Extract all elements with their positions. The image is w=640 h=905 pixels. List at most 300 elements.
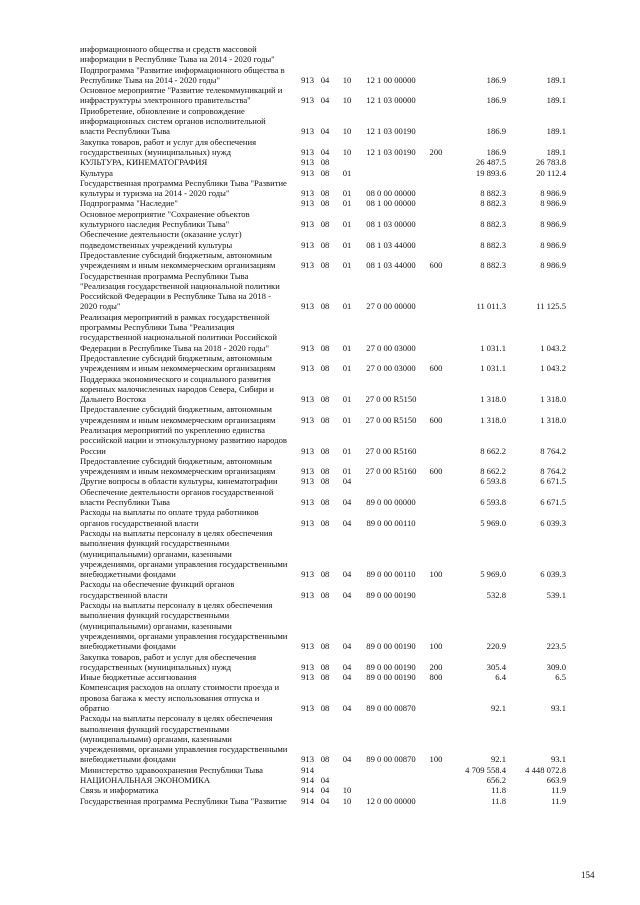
section-code: 08 xyxy=(320,239,330,250)
amount-year-1: 1 318.0 xyxy=(480,414,506,425)
target-article-code xyxy=(358,476,424,486)
expense-type-code xyxy=(424,168,448,178)
department-code: 913 xyxy=(301,476,314,487)
item-name: Предоставление субсидий бюджетным, автономным учреждениям и иным некоммерческим организациям xyxy=(80,404,276,425)
amount-year-2: 663.9 xyxy=(546,775,566,786)
subsection-code: 10 xyxy=(342,146,352,157)
item-name: Подпрограмма "Развитие информационного общества в Республике Тыва на 2014 - 2020 годы" xyxy=(80,64,285,85)
expense-type-code xyxy=(424,775,448,785)
department-code: 913 xyxy=(301,394,314,405)
table-row xyxy=(80,425,566,456)
section-code: 08 xyxy=(320,363,330,374)
expense-type-code xyxy=(424,178,448,199)
section-code xyxy=(314,765,336,775)
subsection-code: 04 xyxy=(342,703,352,713)
table-row xyxy=(80,65,566,86)
table-row xyxy=(80,579,566,600)
target-article-code: 08 1 03 44000 xyxy=(366,260,416,271)
target-article-code xyxy=(358,775,424,785)
amount-year-1: 8 662.2 xyxy=(480,445,506,456)
table-row xyxy=(80,682,566,713)
table-row xyxy=(80,157,566,167)
table-row xyxy=(80,44,566,65)
subsection-code: 04 xyxy=(342,497,352,508)
amount-year-2: 93.1 xyxy=(550,754,566,765)
target-article-code: 89 0 00 00190 xyxy=(366,641,416,652)
subsection-code: 10 xyxy=(342,785,352,796)
department-code: 913 xyxy=(301,661,314,672)
amount-year-1: 6 593.8 xyxy=(480,476,506,487)
section-code: 08 xyxy=(320,476,330,487)
amount-year-2: 1 318.0 xyxy=(540,394,566,405)
table-row xyxy=(80,785,566,795)
subsection-code: 01 xyxy=(342,342,352,353)
department-code: 913 xyxy=(301,157,314,168)
target-article-code: 08 1 00 00000 xyxy=(366,198,416,209)
target-article-code: 27 0 00 R5150 xyxy=(365,394,417,405)
target-article-code: 89 0 00 00870 xyxy=(366,703,416,713)
subsection-code: 01 xyxy=(342,219,352,230)
amount-year-2: 1 043.2 xyxy=(540,342,566,353)
target-article-code: 27 0 00 00000 xyxy=(366,301,416,312)
subsection-code xyxy=(336,765,358,775)
expense-type-code xyxy=(424,374,448,405)
expense-type-code: 100 xyxy=(429,754,443,765)
amount-year-2: 6 039.3 xyxy=(540,569,566,580)
target-article-code: 27 0 00 03000 xyxy=(366,363,416,374)
target-article-code: 12 1 03 00000 xyxy=(366,95,416,106)
section-code: 08 xyxy=(320,754,330,765)
amount-year-1: 6.4 xyxy=(495,672,506,683)
department-code: 913 xyxy=(301,497,314,508)
table-row xyxy=(80,476,566,486)
section-code xyxy=(314,44,336,65)
expense-type-code: 100 xyxy=(429,641,443,652)
amount-year-2: 11.9 xyxy=(551,785,566,796)
section-code: 08 xyxy=(320,703,330,713)
subsection-code: 04 xyxy=(342,589,352,600)
amount-year-1: 186.9 xyxy=(486,95,506,106)
amount-year-2: 4 448 072.8 xyxy=(525,764,566,775)
department-code: 913 xyxy=(301,74,314,85)
target-article-code: 27 0 00 R5150 xyxy=(365,414,417,425)
target-article-code: 12 1 03 00190 xyxy=(366,146,416,157)
section-code: 08 xyxy=(320,157,330,168)
subsection-code xyxy=(336,44,358,65)
section-code: 04 xyxy=(320,146,330,157)
amount-year-1: 532.8 xyxy=(486,589,506,600)
amount-year-1: 8 882.3 xyxy=(480,188,506,199)
subsection-code: 01 xyxy=(342,260,352,271)
department-code: 913 xyxy=(301,167,314,178)
table-row xyxy=(80,374,566,405)
page-number: 154 xyxy=(581,870,595,880)
expense-type-code xyxy=(424,476,448,486)
department-code: 913 xyxy=(301,672,314,683)
department-code: 913 xyxy=(301,198,314,209)
expense-type-code: 600 xyxy=(429,414,443,425)
department-code: 913 xyxy=(301,146,314,157)
subsection-code: 01 xyxy=(342,363,352,374)
amount-year-2: 189.1 xyxy=(546,146,566,157)
amount-year-1: 11.8 xyxy=(491,795,506,806)
amount-year-1 xyxy=(448,44,506,65)
subsection-code: 04 xyxy=(342,661,352,672)
subsection-code: 10 xyxy=(342,74,352,85)
target-article-code: 89 0 00 00190 xyxy=(366,589,416,600)
item-name: Министерство здравоохранения Республики Тыва xyxy=(80,764,263,775)
department-code xyxy=(292,44,314,65)
department-code: 913 xyxy=(301,219,314,230)
department-code: 913 xyxy=(301,703,314,713)
item-name: Государственная программа Республики Тыва "Развитие культуры и туризма на 2014 - 2020 годы" xyxy=(80,177,287,199)
target-article-code: 12 0 00 00000 xyxy=(366,795,416,806)
table-row xyxy=(80,209,566,230)
expense-type-code: 800 xyxy=(429,672,443,683)
table-row xyxy=(80,600,566,651)
target-article-code: 08 1 03 00000 xyxy=(366,219,416,230)
section-code: 04 xyxy=(320,785,330,796)
department-code: 914 xyxy=(301,795,314,806)
amount-year-2: 1 318.0 xyxy=(540,414,566,425)
subsection-code: 01 xyxy=(342,394,352,405)
expense-type-code: 600 xyxy=(429,363,443,374)
item-name: Компенсация расходов на оплату стоимости проезда и провоза багажа к месту использования отпуска и обратно xyxy=(80,682,280,713)
item-name: Подпрограмма "Наследие" xyxy=(80,198,178,209)
table-row xyxy=(80,271,566,312)
expense-type-code xyxy=(424,487,448,508)
table-row xyxy=(80,507,566,528)
amount-year-2: 93.1 xyxy=(550,703,566,713)
table-row xyxy=(80,775,566,785)
target-article-code xyxy=(358,765,424,775)
section-code: 08 xyxy=(320,394,330,405)
section-code: 08 xyxy=(320,260,330,271)
amount-year-1: 1 031.1 xyxy=(480,363,506,374)
amount-year-2: 309.0 xyxy=(546,661,566,672)
amount-year-2: 8 764.2 xyxy=(540,445,566,456)
target-article-code: 08 0 00 00000 xyxy=(366,188,416,199)
section-code: 08 xyxy=(320,672,330,683)
table-row xyxy=(80,250,566,271)
item-name: Обеспечение деятельности органов государственной власти Республики Тыва xyxy=(80,486,274,508)
expense-type-code xyxy=(424,198,448,208)
department-code: 913 xyxy=(301,414,314,425)
department-code: 913 xyxy=(301,342,314,353)
amount-year-2: 189.1 xyxy=(546,126,566,137)
target-article-code: 89 0 00 00000 xyxy=(366,497,416,508)
amount-year-1: 4 709 558.4 xyxy=(465,764,506,775)
item-name: Реализация мероприятий в рамках государственной программы Республики Тыва "Реализация государственной национальной политики Российской Федерации в Республике Тыва на 2018 - 2020 годы" xyxy=(80,311,277,353)
amount-year-2: 8 986.9 xyxy=(540,188,566,199)
section-code: 08 xyxy=(320,641,330,652)
section-code: 08 xyxy=(320,569,330,580)
item-name: Закупка товаров, работ и услуг для обеспечения государственных (муниципальных) нужд xyxy=(80,136,257,157)
amount-year-2: 26 783.8 xyxy=(535,157,566,168)
amount-year-1: 186.9 xyxy=(486,126,506,137)
item-name: Предоставление субсидий бюджетным, автономным учреждениям и иным некоммерческим организациям xyxy=(80,249,276,271)
department-code: 913 xyxy=(301,517,314,528)
amount-year-2: 6 671.5 xyxy=(540,476,566,487)
department-code: 913 xyxy=(301,589,314,600)
expense-type-code xyxy=(424,106,448,137)
amount-year-1: 220.9 xyxy=(486,641,506,652)
section-code: 04 xyxy=(320,775,330,786)
table-row xyxy=(80,652,566,673)
item-name: Предоставление субсидий бюджетным, автономным учреждениям и иным некоммерческим организациям xyxy=(80,455,276,477)
section-code: 04 xyxy=(320,795,330,806)
expense-type-code xyxy=(424,785,448,795)
item-name: Связь и информатика xyxy=(80,785,159,796)
amount-year-1: 11 011.3 xyxy=(476,301,506,312)
table-row xyxy=(80,229,566,250)
amount-year-1: 26 487.5 xyxy=(475,157,506,168)
expense-type-code xyxy=(424,44,448,65)
item-name: Основное мероприятие "Развитие телекоммуникаций и инфраструктуры электронного правительства" xyxy=(80,85,283,106)
section-code: 08 xyxy=(320,167,330,178)
subsection-code: 04 xyxy=(342,641,352,652)
department-code: 913 xyxy=(301,363,314,374)
department-code: 914 xyxy=(301,785,314,796)
amount-year-2: 8 986.9 xyxy=(540,239,566,250)
amount-year-2: 8 986.9 xyxy=(540,260,566,271)
item-name: Обеспечение деятельности (оказание услуг) подведомственных учреждений культуры xyxy=(80,229,242,250)
section-code: 04 xyxy=(320,74,330,85)
amount-year-2: 539.1 xyxy=(546,589,566,600)
subsection-code: 01 xyxy=(342,466,352,477)
expense-type-code xyxy=(424,425,448,456)
target-article-code: 12 1 00 00000 xyxy=(366,74,416,85)
amount-year-1: 8 662.2 xyxy=(480,466,506,477)
amount-year-2: 8 986.9 xyxy=(540,198,566,209)
department-code: 913 xyxy=(301,641,314,652)
table-row xyxy=(80,672,566,682)
target-article-code: 27 0 00 R5160 xyxy=(365,445,417,456)
expense-type-code xyxy=(424,85,448,106)
amount-year-1: 5 969.0 xyxy=(480,569,506,580)
item-name: Государственная программа Республики Тыва "Развитие xyxy=(80,795,287,806)
table-row xyxy=(80,765,566,775)
expense-type-code xyxy=(424,209,448,230)
amount-year-2: 6.5 xyxy=(555,672,566,683)
table-row xyxy=(80,796,566,806)
target-article-code xyxy=(358,157,424,167)
amount-year-1: 8 882.3 xyxy=(480,260,506,271)
amount-year-1: 656.2 xyxy=(486,775,506,786)
item-name: Основное мероприятие "Сохранение объектов культурного наследия Республики Тыва" xyxy=(80,208,250,230)
table-row xyxy=(80,456,566,477)
subsection-code: 10 xyxy=(342,795,352,806)
subsection-code: 01 xyxy=(342,414,352,425)
section-code: 04 xyxy=(320,126,330,137)
amount-year-2: 6 039.3 xyxy=(540,517,566,528)
subsection-code xyxy=(336,775,358,785)
section-code: 08 xyxy=(320,219,330,230)
department-code: 914 xyxy=(301,764,314,775)
item-name: Предоставление субсидий бюджетным, автономным учреждениям и иным некоммерческим организациям xyxy=(80,352,276,374)
item-name: НАЦИОНАЛЬНАЯ ЭКОНОМИКА xyxy=(80,775,211,786)
amount-year-1: 186.9 xyxy=(486,146,506,157)
expense-type-code: 600 xyxy=(429,466,443,477)
item-name: информационного общества и средств массовой информации в Республике Тыва на 2014 - 2020 годы" xyxy=(80,44,275,65)
table-row xyxy=(80,528,566,579)
target-article-code xyxy=(358,168,424,178)
target-article-code: 89 0 00 00110 xyxy=(366,569,416,580)
amount-year-1: 11.8 xyxy=(491,785,506,796)
expense-type-code xyxy=(424,507,448,528)
amount-year-2: 11 125.5 xyxy=(536,301,566,312)
amount-year-2 xyxy=(506,44,566,65)
department-code: 913 xyxy=(301,301,314,312)
target-article-code: 89 0 00 00190 xyxy=(366,661,416,672)
department-code: 913 xyxy=(301,569,314,580)
expense-type-code: 600 xyxy=(429,260,443,271)
department-code: 913 xyxy=(301,95,314,106)
target-article-code: 27 0 00 R5160 xyxy=(365,466,417,477)
target-article-code: 89 0 00 00190 xyxy=(366,672,416,683)
section-code: 08 xyxy=(320,466,330,477)
subsection-code xyxy=(336,157,358,167)
subsection-code: 01 xyxy=(342,301,352,312)
subsection-code: 01 xyxy=(342,198,352,209)
expense-type-code xyxy=(424,312,448,353)
section-code: 04 xyxy=(320,95,330,106)
item-name: Реализация мероприятий по укреплению единства российской нации и этнокультурному развитию народов России xyxy=(80,424,287,456)
item-name: Другие вопросы в области культуры, кинематографии xyxy=(80,476,278,487)
expense-type-code xyxy=(424,579,448,600)
amount-year-2: 189.1 xyxy=(546,74,566,85)
table-row xyxy=(80,178,566,199)
table-row xyxy=(80,353,566,374)
department-code: 913 xyxy=(301,126,314,137)
table-row xyxy=(80,168,566,178)
subsection-code: 04 xyxy=(342,517,352,528)
expense-type-code: 200 xyxy=(429,661,443,672)
item-name: Расходы на обеспечение функций органов государственной власти xyxy=(80,579,235,600)
amount-year-1: 1 031.1 xyxy=(480,342,506,353)
amount-year-1: 186.9 xyxy=(486,74,506,85)
amount-year-2: 11.9 xyxy=(551,795,566,806)
table-row xyxy=(80,404,566,425)
item-name: Поддержка экономического и социального развития коренных малочисленных народов Севера, Сибири и Дальнего Востока xyxy=(80,373,274,405)
amount-year-1: 92.1 xyxy=(490,703,506,713)
subsection-code: 04 xyxy=(342,672,352,683)
subsection-code: 10 xyxy=(342,126,352,137)
item-name: Иные бюджетные ассигнования xyxy=(80,672,197,683)
expense-type-code: 200 xyxy=(429,146,443,157)
amount-year-1: 305.4 xyxy=(486,661,506,672)
department-code: 913 xyxy=(301,260,314,271)
item-name: Расходы на выплаты персоналу в целях обеспечения выполнения функций государственными (муниципальными) органами, казенными учреждениями, органами управления государственными внебюджетными фондами xyxy=(80,600,288,652)
budget-table-body xyxy=(80,44,566,806)
section-code: 08 xyxy=(320,445,330,456)
target-article-code: 08 1 03 44000 xyxy=(366,239,416,250)
item-name: КУЛЬТУРА, КИНЕМАТОГРАФИЯ xyxy=(80,157,208,168)
expense-type-code xyxy=(424,765,448,775)
subsection-code: 04 xyxy=(342,569,352,580)
subsection-code: 01 xyxy=(342,445,352,456)
amount-year-1: 92.1 xyxy=(490,754,506,765)
amount-year-1: 19 893.6 xyxy=(475,167,506,178)
subsection-code: 04 xyxy=(342,476,352,487)
amount-year-2: 8 764.2 xyxy=(540,466,566,477)
target-article-code: 12 1 03 00190 xyxy=(366,126,416,137)
item-name: Расходы на выплаты персоналу в целях обеспечения выполнения функций государственными (муниципальными) органами, казенными учреждениями, органами управления государственными внебюджетными фондами xyxy=(80,713,288,765)
section-code: 08 xyxy=(320,589,330,600)
target-article-code xyxy=(358,785,424,795)
amount-year-2: 6 671.5 xyxy=(540,497,566,508)
item-name: Приобретение, обновление и сопровождение информационных систем органов исполнительной власти Республики Тыва xyxy=(80,105,266,137)
item-name: Расходы на выплаты по оплате труда работников органов государственной власти xyxy=(80,507,259,528)
subsection-code: 01 xyxy=(342,167,352,178)
amount-year-2: 20 112.4 xyxy=(536,167,566,178)
item-name: Государственная программа Республики Тыва "Реализация государственной национальной политики Российской Федерации в Республике Тыва на 2018 - 2020 годы" xyxy=(80,270,280,312)
item-name: Расходы на выплаты персоналу в целях обеспечения выполнения функций государственными (муниципальными) органами, казенными учреждениями, органами управления государственными внебюджетными фондами xyxy=(80,527,288,580)
expense-type-code xyxy=(424,65,448,86)
item-name: Культура xyxy=(80,167,113,178)
department-code: 914 xyxy=(301,775,314,786)
expense-type-code: 100 xyxy=(429,569,443,580)
amount-year-1: 8 882.3 xyxy=(480,198,506,209)
target-article-code: 27 0 00 03000 xyxy=(366,342,416,353)
amount-year-1: 6 593.8 xyxy=(480,497,506,508)
amount-year-1: 8 882.3 xyxy=(480,239,506,250)
amount-year-2: 223.5 xyxy=(546,641,566,652)
expense-type-code xyxy=(424,682,448,713)
department-code: 913 xyxy=(301,445,314,456)
target-article-code: 89 0 00 00870 xyxy=(366,754,416,765)
section-code: 08 xyxy=(320,188,330,199)
expense-type-code xyxy=(424,157,448,167)
section-code: 08 xyxy=(320,198,330,209)
department-code: 913 xyxy=(301,239,314,250)
table-row xyxy=(80,713,566,764)
item-name: Закупка товаров, работ и услуг для обеспечения государственных (муниципальных) нужд xyxy=(80,651,257,672)
table-row xyxy=(80,85,566,106)
department-code: 913 xyxy=(301,466,314,477)
amount-year-1: 1 318.0 xyxy=(480,394,506,405)
amount-year-1: 8 882.3 xyxy=(480,219,506,230)
subsection-code: 01 xyxy=(342,239,352,250)
section-code: 08 xyxy=(320,497,330,508)
section-code: 08 xyxy=(320,517,330,528)
section-code: 08 xyxy=(320,301,330,312)
expense-type-code xyxy=(424,271,448,312)
subsection-code: 01 xyxy=(342,188,352,199)
target-article-code: 89 0 00 00110 xyxy=(366,517,416,528)
department-code: 913 xyxy=(301,188,314,199)
table-row xyxy=(80,106,566,137)
expense-type-code xyxy=(424,229,448,250)
subsection-code: 04 xyxy=(342,754,352,765)
subsection-code: 10 xyxy=(342,95,352,106)
department-code: 913 xyxy=(301,754,314,765)
target-article-code xyxy=(358,44,424,65)
budget-table xyxy=(80,44,566,806)
amount-year-2: 189.1 xyxy=(546,95,566,106)
section-code: 08 xyxy=(320,342,330,353)
amount-year-2: 1 043.2 xyxy=(540,363,566,374)
amount-year-2: 8 986.9 xyxy=(540,219,566,230)
table-row xyxy=(80,487,566,508)
expense-type-code xyxy=(424,796,448,806)
amount-year-1: 5 969.0 xyxy=(480,517,506,528)
section-code: 08 xyxy=(320,414,330,425)
table-row xyxy=(80,312,566,353)
table-row xyxy=(80,137,566,158)
table-row xyxy=(80,198,566,208)
section-code: 08 xyxy=(320,661,330,672)
